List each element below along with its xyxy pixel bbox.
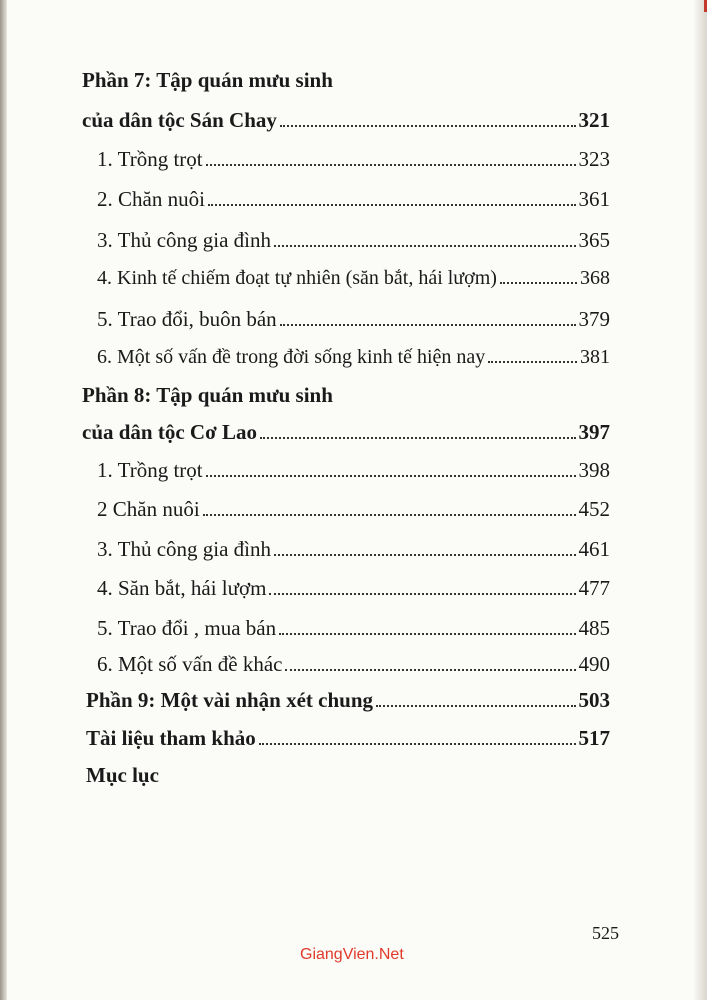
entry-label: 1. Trồng trọt: [97, 147, 203, 171]
toc-entry[interactable]: [97, 458, 610, 483]
page-ref: 461: [578, 537, 610, 561]
dot-leader: [208, 203, 576, 206]
page-ref: 517: [578, 726, 610, 750]
dot-leader: [280, 323, 576, 326]
page-ref: 368: [580, 267, 610, 289]
dot-leader: [285, 668, 575, 671]
dot-leader: [269, 592, 575, 595]
entry-label: 6. Một số vấn đề khác: [97, 652, 283, 676]
part-8-subheading: của dân tộc Cơ Lao: [82, 420, 257, 444]
entry-label: 3. Thủ công gia đình: [97, 537, 272, 561]
dot-leader: [259, 742, 576, 745]
part-7-subheading-row[interactable]: [82, 108, 610, 133]
references-row[interactable]: [86, 726, 610, 751]
entry-label: 5. Trao đổi, buôn bán: [97, 307, 277, 331]
toc-entry[interactable]: [97, 616, 610, 641]
toc-entry[interactable]: [97, 228, 610, 253]
toc-entry[interactable]: [97, 307, 610, 332]
entry-label: 4. Săn bắt, hái lượm: [97, 576, 267, 600]
toc-entry[interactable]: [97, 497, 610, 522]
toc-entry[interactable]: [97, 267, 610, 290]
part-8-heading: Phần 8: Tập quán mưu sinh: [82, 383, 333, 407]
dot-leader: [488, 360, 577, 363]
dot-leader: [280, 124, 576, 127]
page-ref: 379: [578, 307, 610, 331]
toc-entry[interactable]: [97, 147, 610, 172]
entry-label: 2. Chăn nuôi: [97, 187, 205, 211]
part-8-subheading-row[interactable]: [82, 420, 610, 445]
page-ref: 381: [580, 346, 610, 368]
dot-leader: [260, 436, 576, 439]
dot-leader: [274, 553, 575, 556]
page-ref: 397: [578, 420, 610, 444]
page-ref: 398: [578, 458, 610, 482]
page-ref: 477: [578, 576, 610, 600]
page-ref: 452: [578, 497, 610, 521]
entry-label: 6. Một số vấn đề trong đời sống kinh tế hiện nay: [97, 346, 486, 368]
dot-leader: [500, 281, 577, 284]
page-ref: 365: [578, 228, 610, 252]
dot-leader: [206, 163, 576, 166]
page-ref: 361: [578, 187, 610, 211]
part-7-heading: Phần 7: Tập quán mưu sinh: [82, 68, 333, 92]
dot-leader: [206, 474, 576, 477]
page-number: 525: [592, 923, 619, 943]
entry-label: 3. Thủ công gia đình: [97, 228, 272, 252]
page-ref: 485: [578, 616, 610, 640]
part-9-label: Phần 9: Một vài nhận xét chung: [86, 688, 374, 712]
toc-entry[interactable]: [97, 537, 610, 562]
dot-leader: [274, 244, 575, 247]
part-9-row[interactable]: [86, 688, 610, 713]
page-ref: 503: [578, 688, 610, 712]
dot-leader: [376, 704, 575, 707]
toc-entry[interactable]: [97, 576, 610, 601]
references-label: Tài liệu tham khảo: [86, 726, 256, 750]
entry-label: 1. Trồng trọt: [97, 458, 203, 482]
dot-leader: [203, 513, 576, 516]
page-ref: 490: [578, 652, 610, 676]
watermark: GiangVien.Net: [300, 946, 404, 963]
entry-label: 2 Chăn nuôi: [97, 497, 200, 521]
entry-label: 5. Trao đổi , mua bán: [97, 616, 277, 640]
page-ref: 321: [578, 108, 610, 132]
page-ref: 323: [578, 147, 610, 171]
contents-label[interactable]: Mục lục: [86, 763, 159, 787]
part-7-subheading: của dân tộc Sán Chay: [82, 108, 277, 132]
toc-entry[interactable]: [97, 652, 610, 677]
toc-entry[interactable]: [97, 187, 610, 212]
entry-label: 4. Kinh tế chiếm đoạt tự nhiên (săn bắt, hái lượm): [97, 267, 497, 289]
toc-entry[interactable]: [97, 346, 610, 369]
dot-leader: [279, 632, 575, 635]
